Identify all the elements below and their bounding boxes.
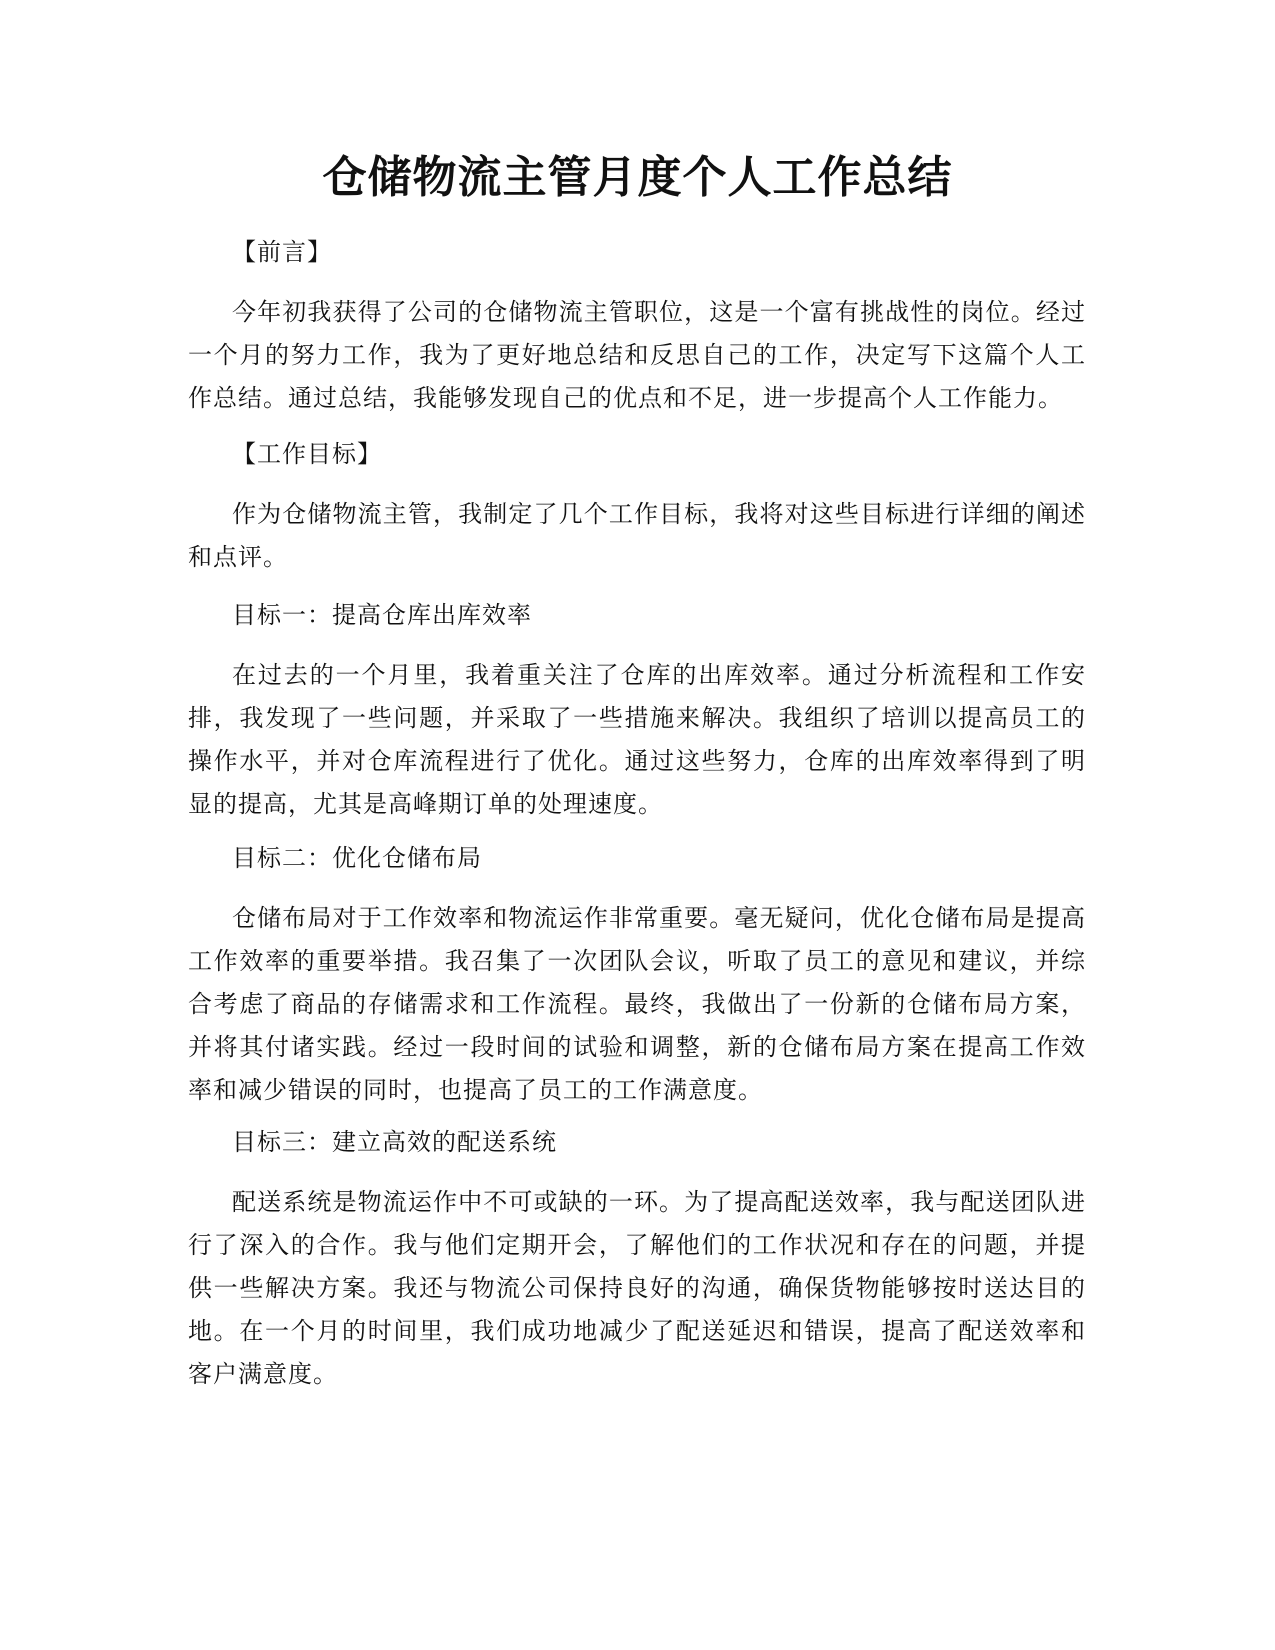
preface-heading: 【前言】 [232, 238, 332, 266]
goal3-paragraph: 配送系统是物流运作中不可或缺的一环。为了提高配送效率，我与配送团队进行了深入的合作。我与他们定期开会，了解他们的工作状况和存在的问题，并提供一些解决方案。我还与物流公司保持良好的沟通，确保货物能够按时送达目的地。在一个月的时间里，我们成功地减少了配送延迟和错误，提高了配送效率和客户满意度。 [188, 1188, 1086, 1388]
goal3-heading: 目标三：建立高效的配送系统 [232, 1128, 557, 1156]
goals-heading: 【工作目标】 [232, 440, 382, 468]
goal2-paragraph: 仓储布局对于工作效率和物流运作非常重要。毫无疑问，优化仓储布局是提高工作效率的重要举措。我召集了一次团队会议，听取了员工的意见和建议，并综合考虑了商品的存储需求和工作流程。最终，我做出了一份新的仓储布局方案，并将其付诸实践。经过一段时间的试验和调整，新的仓储布局方案在提高工作效率和减少错误的同时，也提高了员工的工作满意度。 [188, 904, 1086, 1104]
preface-paragraph: 今年初我获得了公司的仓储物流主管职位，这是一个富有挑战性的岗位。经过一个月的努力工作，我为了更好地总结和反思自己的工作，决定写下这篇个人工作总结。通过总结，我能够发现自己的优点和不足，进一步提高个人工作能力。 [188, 298, 1086, 412]
goal1-paragraph: 在过去的一个月里，我着重关注了仓库的出库效率。通过分析流程和工作安排，我发现了一些问题，并采取了一些措施来解决。我组织了培训以提高员工的操作水平，并对仓库流程进行了优化。通过这些努力，仓库的出库效率得到了明显的提高，尤其是高峰期订单的处理速度。 [188, 661, 1086, 818]
document-title: 仓储物流主管月度个人工作总结 [322, 152, 953, 203]
goal2-heading: 目标二：优化仓储布局 [232, 844, 482, 872]
goal1-heading: 目标一：提高仓库出库效率 [232, 601, 532, 629]
goals-intro-paragraph: 作为仓储物流主管，我制定了几个工作目标，我将对这些目标进行详细的阐述和点评。 [188, 500, 1086, 571]
